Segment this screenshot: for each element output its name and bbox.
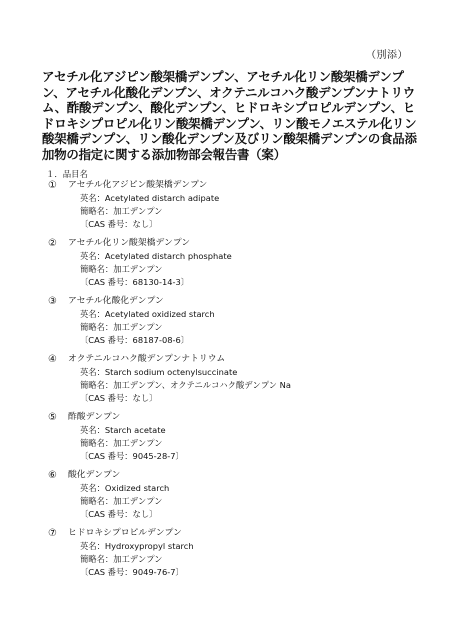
english-name: 英名：Acetylated oxidized starch [80, 309, 215, 319]
short-name: 簡略名：加工デンプン [80, 322, 163, 332]
item-name: オクテニルコハク酸デンプンナトリウム [68, 354, 226, 364]
item-number: ① [48, 180, 57, 191]
document-title: アセチル化アジピン酸架橋デンプン、アセチル化リン酸架橋デンプン、アセチル化酸化デンプン、オクテニルコハク酸デンプンナトリウム、酢酸デンプン、酸化デンプン、ヒドロキシプロピルデンプン、ヒドロキシプロピル化リン酸架橋デンプン、リン酸モノエステル化リン酸架橋デンプン、リン酸化デンプン及びリン酸架橋デンプンの食品添加物の指定に関する添加物部会報告書（案） [42, 69, 417, 162]
cas-number: 〔CAS 番号：68130-14-3〕 [80, 277, 190, 287]
short-name: 簡略名：加工デンプン [80, 438, 163, 448]
item-number: ② [48, 238, 57, 249]
cas-number: 〔CAS 番号：9049-76-7〕 [80, 567, 184, 577]
section-heading: １．品目名 [46, 169, 88, 179]
item-number: ④ [48, 354, 57, 365]
item-name: 酢酸デンプン [68, 412, 121, 422]
cas-number: 〔CAS 番号：9045-28-7〕 [80, 451, 184, 461]
item-name: ヒドロキシプロピルデンプン [68, 528, 182, 538]
english-name: 英名：Oxidized starch [80, 483, 170, 493]
item-name: 酸化デンプン [68, 470, 121, 480]
english-name: 英名：Starch acetate [80, 425, 166, 435]
cas-number: 〔CAS 番号：なし〕 [80, 393, 158, 403]
english-name: 英名：Hydroxypropyl starch [80, 541, 194, 551]
short-name: 簡略名：加工デンプン [80, 496, 163, 506]
short-name: 簡略名：加工デンプン、オクテニルコハク酸デンプン Na [80, 380, 291, 390]
item-number: ⑦ [48, 528, 57, 539]
english-name: 英名：Acetylated distarch adipate [80, 193, 220, 203]
english-name: 英名：Acetylated distarch phosphate [80, 251, 232, 261]
cas-number: 〔CAS 番号：68187-08-6〕 [80, 335, 190, 345]
item-number: ③ [48, 296, 57, 307]
short-name: 簡略名：加工デンプン [80, 206, 163, 216]
item-number: ⑥ [48, 470, 57, 481]
item-number: ⑤ [48, 412, 57, 423]
item-name: アセチル化酸化デンプン [68, 296, 164, 306]
item-name: アセチル化リン酸架橋デンプン [68, 238, 191, 248]
short-name: 簡略名：加工デンプン [80, 554, 163, 564]
cas-number: 〔CAS 番号：なし〕 [80, 509, 158, 519]
short-name: 簡略名：加工デンプン [80, 264, 163, 274]
cas-number: 〔CAS 番号：なし〕 [80, 219, 158, 229]
annex-label: （別添） [366, 50, 408, 61]
item-name: アセチル化アジピン酸架橋デンプン [68, 180, 208, 190]
english-name: 英名：Starch sodium octenylsuccinate [80, 367, 238, 377]
